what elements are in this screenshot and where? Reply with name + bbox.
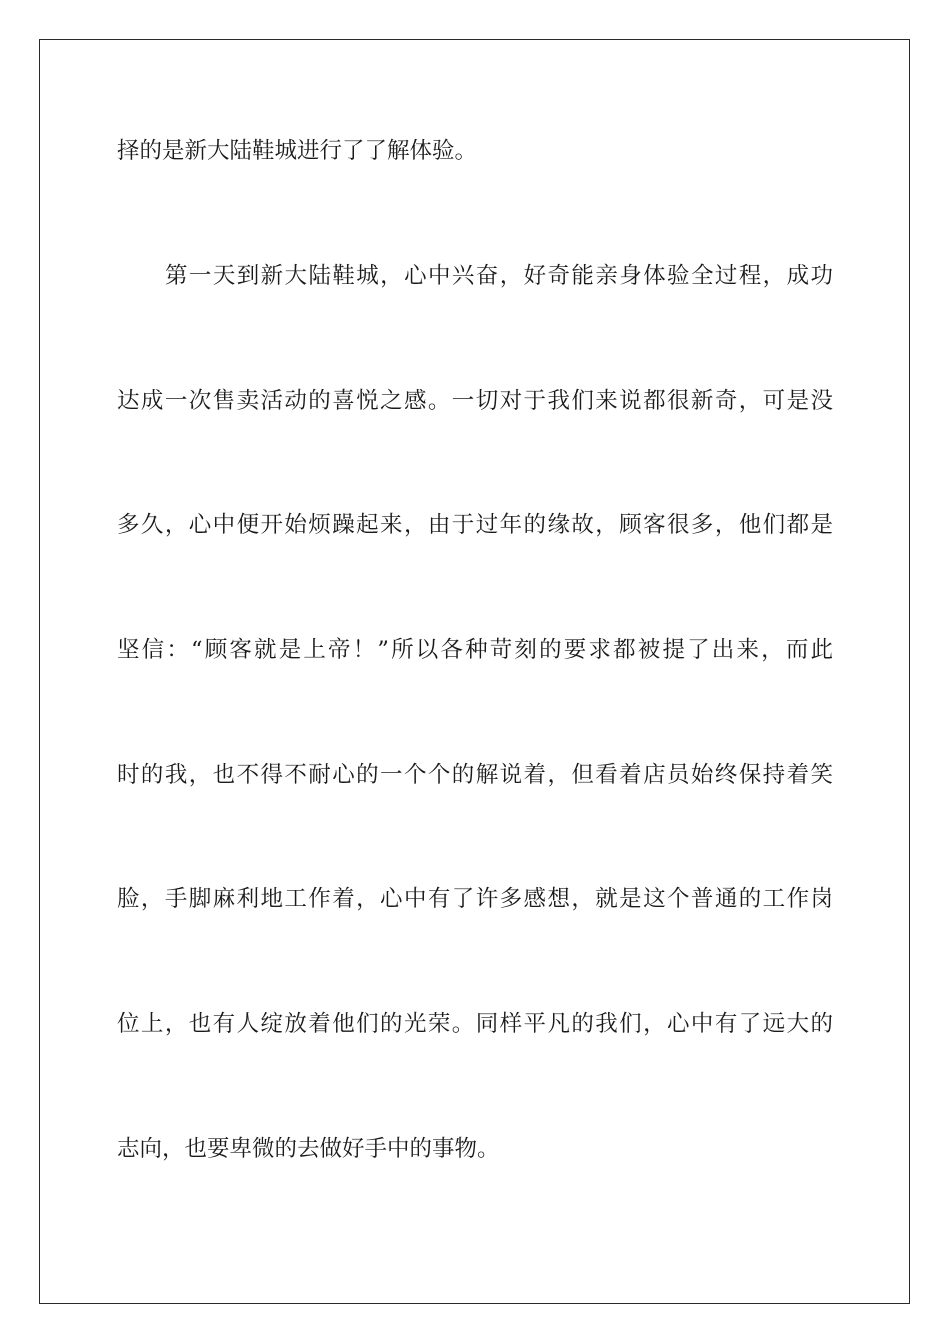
text-line-5: 坚信：“顾客就是上帝！”所以各种苛刻的要求都被提了出来，而此 bbox=[117, 637, 833, 663]
page-border bbox=[39, 39, 910, 1304]
text-line-4: 多久，心中便开始烦躁起来，由于过年的缘故，顾客很多，他们都是 bbox=[117, 512, 833, 538]
text-line-3: 达成一次售卖活动的喜悦之感。一切对于我们来说都很新奇，可是没 bbox=[117, 388, 833, 414]
text-line-9: 志向，也要卑微的去做好手中的事物。 bbox=[117, 1136, 500, 1162]
text-line-2: 第一天到新大陆鞋城，心中兴奋，好奇能亲身体验全过程，成功 bbox=[165, 263, 833, 289]
text-line-8: 位上，也有人绽放着他们的光荣。同样平凡的我们，心中有了远大的 bbox=[117, 1011, 833, 1037]
text-line-1: 择的是新大陆鞋城进行了了解体验。 bbox=[117, 138, 478, 164]
text-line-7: 脸，手脚麻利地工作着，心中有了许多感想，就是这个普通的工作岗 bbox=[117, 886, 833, 912]
text-line-6: 时的我，也不得不耐心的一个个的解说着，但看着店员始终保持着笑 bbox=[117, 762, 833, 788]
